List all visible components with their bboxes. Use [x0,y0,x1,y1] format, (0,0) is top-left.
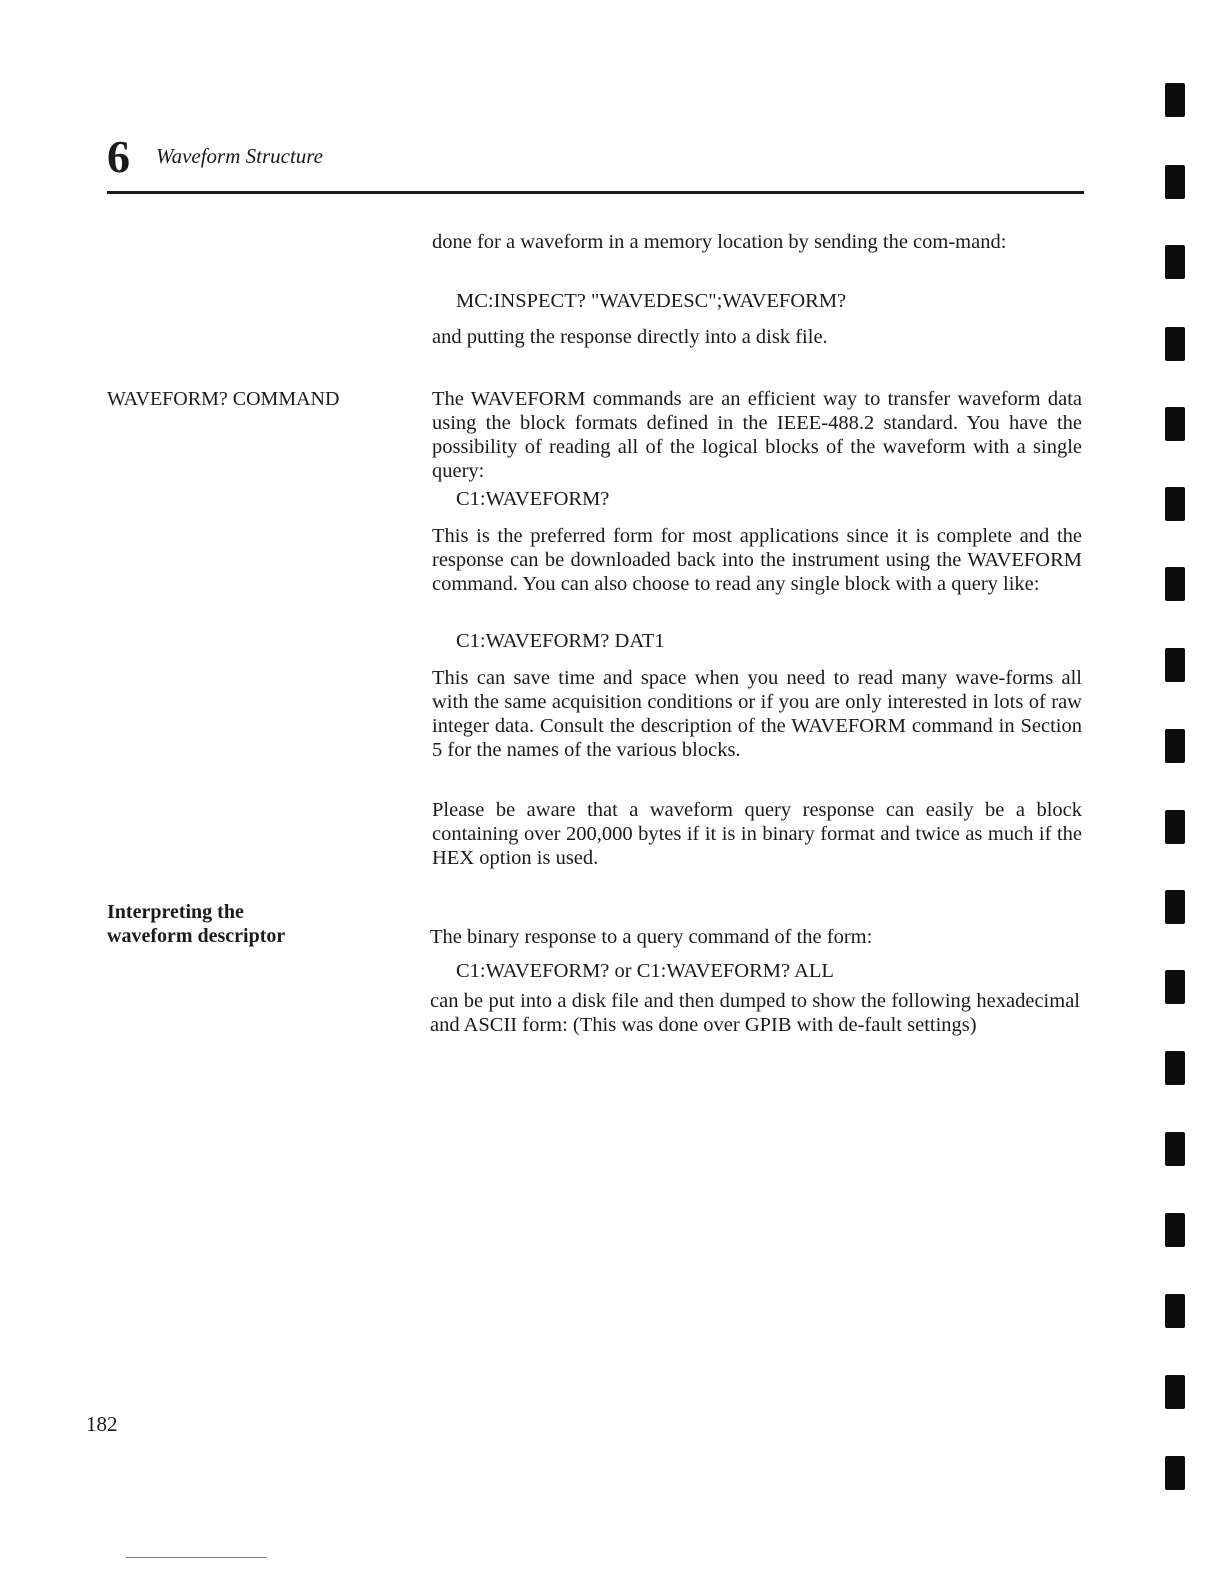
header-rule [107,191,1084,194]
thumb-tab-mark [1165,890,1185,924]
thumb-tab-mark [1165,1456,1185,1490]
waveform-query-example: C1:WAVEFORM? [456,488,610,510]
thumb-tab-mark [1165,1132,1185,1166]
thumb-tab-mark [1165,245,1185,279]
thumb-tab-mark [1165,407,1185,441]
chapter-number: 6 [107,131,130,182]
thumb-tab-mark [1165,487,1185,521]
footer-line [126,1557,267,1558]
thumb-tab-mark [1165,327,1185,361]
thumb-tab-mark [1165,567,1185,601]
interpreting-heading-line-2: waveform descriptor [107,925,286,947]
waveform-command-heading: WAVEFORM? COMMAND [107,388,340,410]
thumb-tab-mark [1165,83,1185,117]
interpreting-paragraph-1: The binary response to a query command of the form: [430,926,873,948]
page-number: 182 [86,1412,118,1436]
thumb-tab-mark [1165,1375,1185,1409]
waveform-command-paragraph-2: This is the preferred form for most applications since it is complete and the response can be downloaded back into the instrument using the WAVEFORM command. You can also choose to read any single block with a query like: [432,525,1082,595]
thumb-tab-mark [1165,165,1185,199]
interpreting-paragraph-2: can be put into a disk file and then dumped to show the following hexadecimal and ASCII form: (This was done over GPIB with de-fault settings) [430,990,1080,1036]
thumb-tab-mark [1165,1213,1185,1247]
thumb-tab-mark [1165,1294,1185,1328]
chapter-title: Waveform Structure [156,144,324,168]
waveform-dat1-query-example: C1:WAVEFORM? DAT1 [456,630,665,652]
waveform-command-paragraph-1: The WAVEFORM commands are an efficient way to transfer waveform data using the block formats defined in the IEEE-488.2 standard. You have the possibility of reading all of the logical blocks of the waveform with a single query: [432,388,1082,482]
thumb-tab-mark [1165,1051,1185,1085]
thumb-tab-mark [1165,810,1185,844]
waveform-all-query-example: C1:WAVEFORM? or C1:WAVEFORM? ALL [456,960,834,982]
thumb-tab-mark [1165,729,1185,763]
thumb-tab-mark [1165,648,1185,682]
intro-paragraph-2: and putting the response directly into a disk file. [432,326,828,348]
inspect-command-example: MC:INSPECT? "WAVEDESC";WAVEFORM? [456,290,847,312]
thumb-tab-mark [1165,970,1185,1004]
waveform-command-paragraph-3: This can save time and space when you need to read many wave-forms all with the same acquisition conditions or if you are only interested in lots of raw integer data. Consult the description of the WAVEFORM command in Section 5 for the names of the various blocks. [432,667,1082,761]
intro-paragraph-1: done for a waveform in a memory location by sending the com-mand: [432,231,1007,253]
interpreting-heading-line-1: Interpreting the [107,901,244,923]
waveform-command-paragraph-4: Please be aware that a waveform query response can easily be a block containing over 200,000 bytes if it is in binary format and twice as much if the HEX option is used. [432,799,1082,869]
